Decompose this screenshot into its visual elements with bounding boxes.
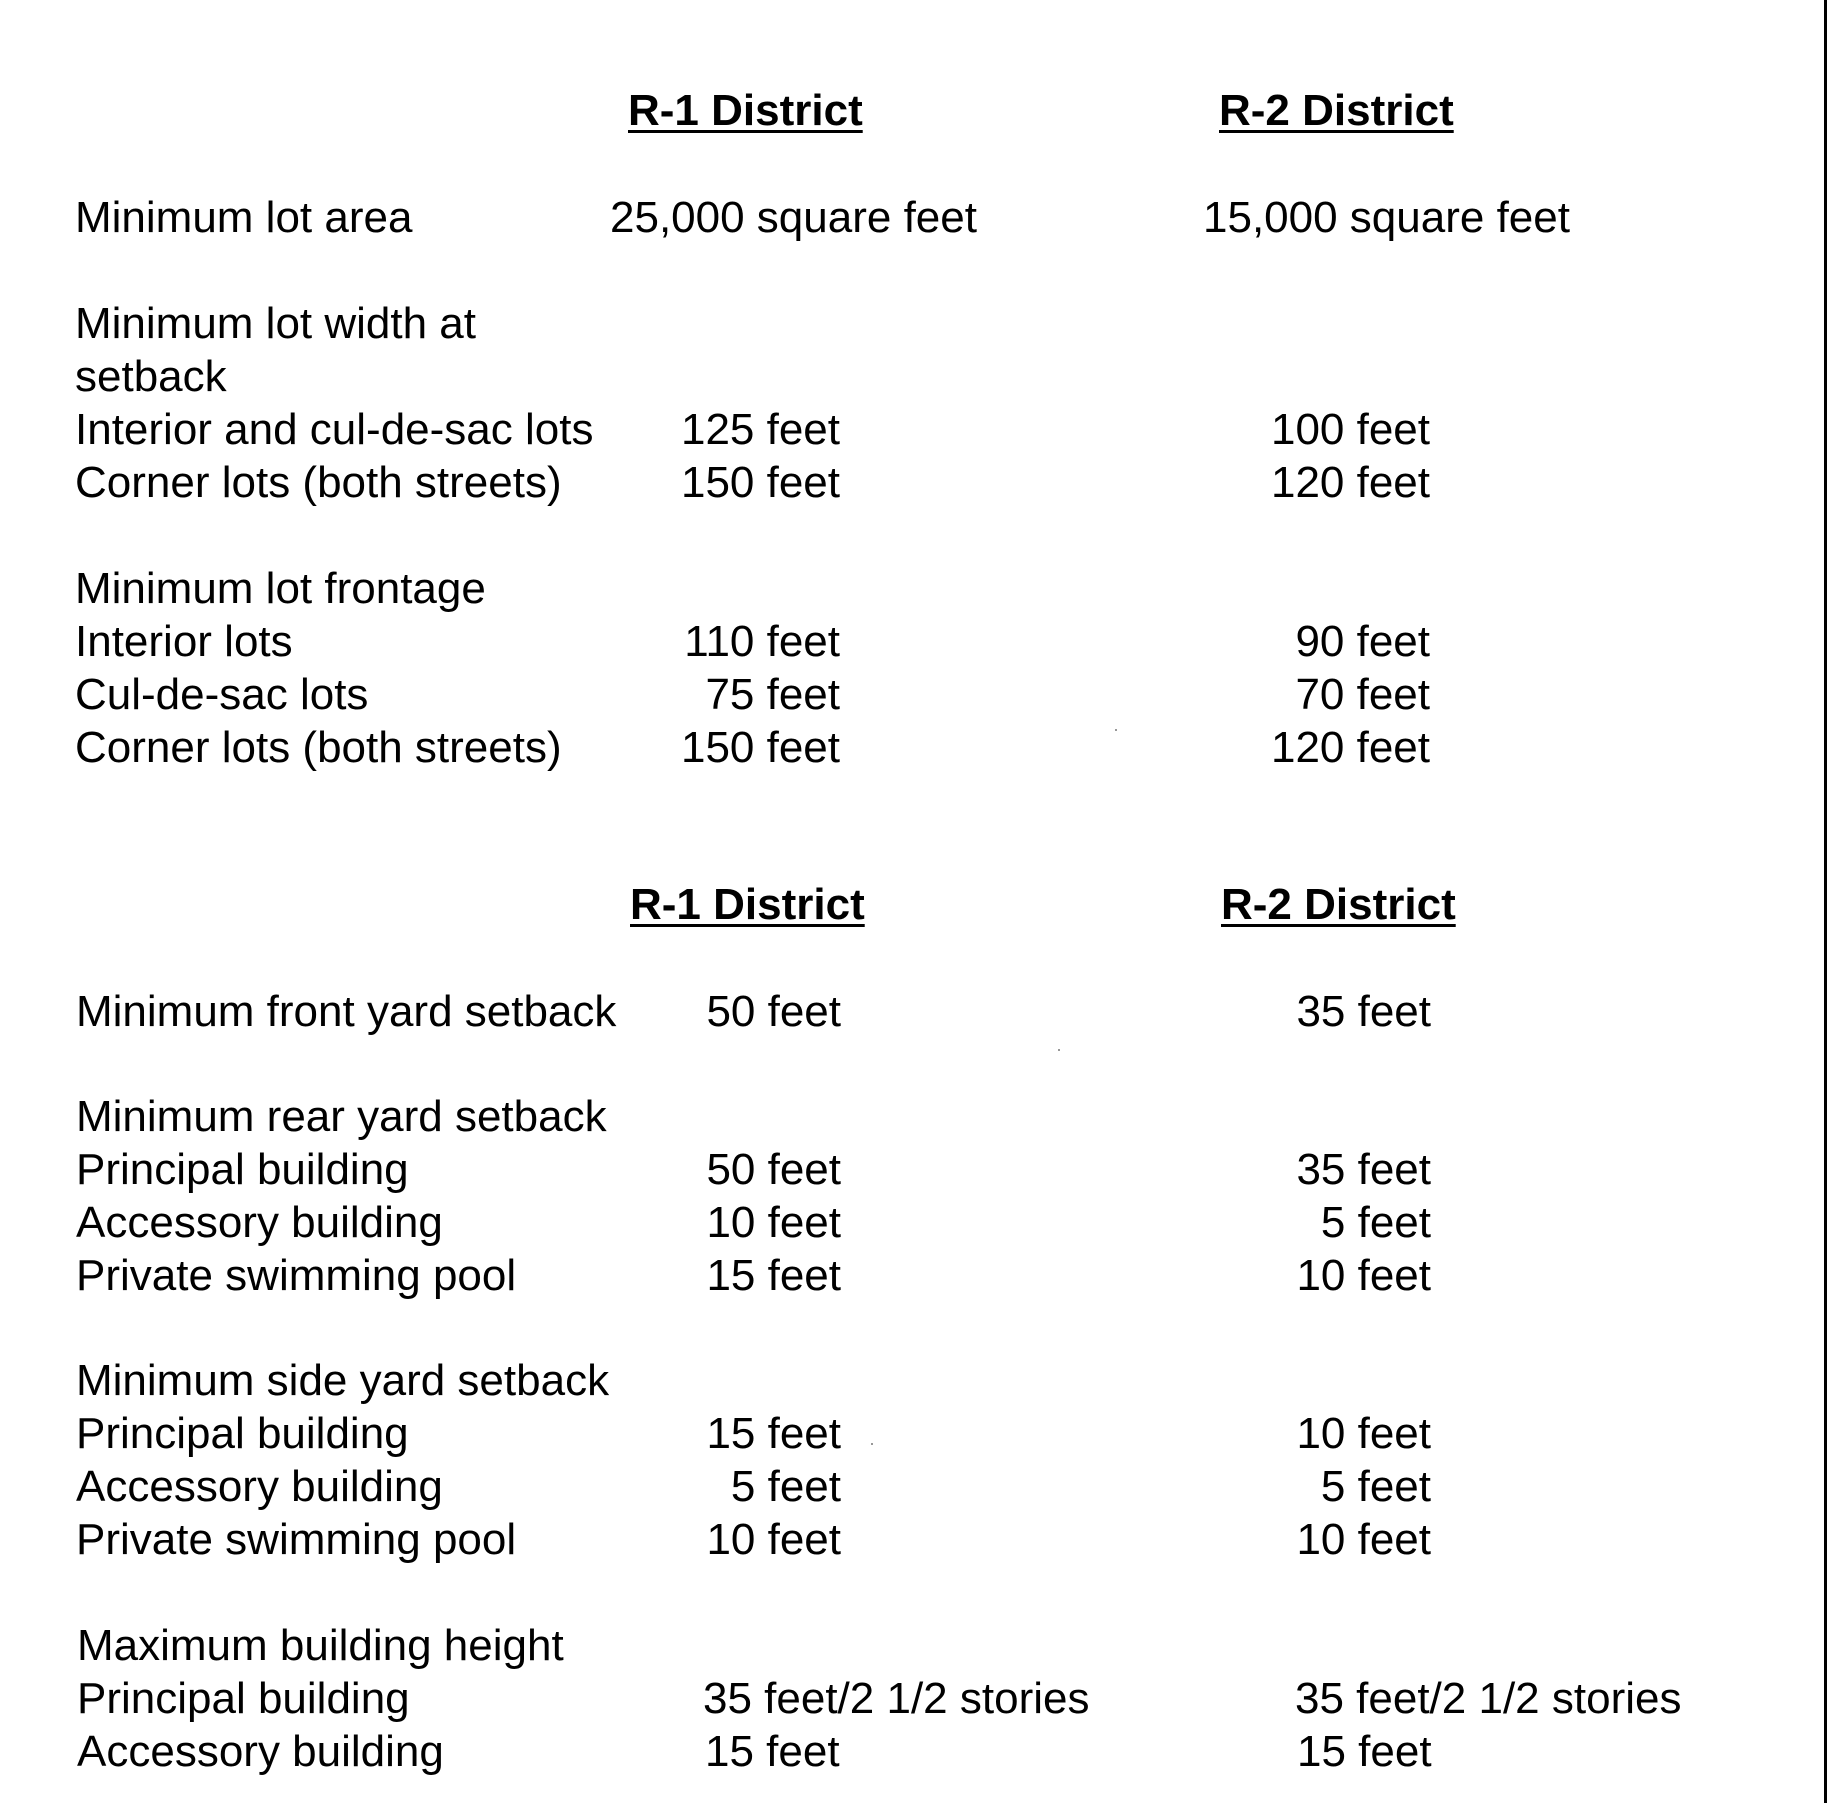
front-yard-r2: 35 feet: [1296, 987, 1431, 1036]
rear-accessory-r1: 10 feet: [706, 1198, 841, 1247]
lot-width-interior-r2: 100 feet: [1270, 405, 1430, 454]
side-pool-r1: 10 feet: [706, 1515, 841, 1564]
side-yard-heading: Minimum side yard setback: [76, 1356, 610, 1405]
height-principal-r1: 35 feet/2 1/2 stories: [703, 1674, 1090, 1723]
height-accessory-r1: 15 feet: [705, 1727, 840, 1776]
side-accessory-r2: 5 feet: [1320, 1462, 1431, 1511]
frontage-interior-label: Interior lots: [75, 617, 293, 666]
lot-width-interior-r1: 125 feet: [680, 405, 840, 454]
height-heading: Maximum building height: [77, 1621, 564, 1670]
rear-yard-heading: Minimum rear yard setback: [76, 1092, 607, 1141]
rear-principal-label: Principal building: [76, 1145, 409, 1194]
side-accessory-label: Accessory building: [76, 1462, 443, 1511]
height-accessory-r2: 15 feet: [1297, 1727, 1432, 1776]
rear-accessory-label: Accessory building: [76, 1198, 443, 1247]
frontage-culdesac-r1: 75 feet: [705, 670, 840, 719]
frontage-interior-r2: 90 feet: [1295, 617, 1430, 666]
rear-accessory-r2: 5 feet: [1320, 1198, 1431, 1247]
side-pool-r2: 10 feet: [1296, 1515, 1431, 1564]
min-lot-area-r1: 25,000 square feet: [610, 193, 977, 242]
scan-speck: [1058, 1049, 1060, 1051]
frontage-corner-r1: 150 feet: [680, 723, 840, 772]
lot-frontage-heading: Minimum lot frontage: [75, 564, 486, 613]
page-edge-rule: [1824, 0, 1827, 1803]
lot-width-corner-r2: 120 feet: [1270, 458, 1430, 507]
frontage-culdesac-label: Cul-de-sac lots: [75, 670, 369, 719]
side-principal-r2: 10 feet: [1296, 1409, 1431, 1458]
front-yard-r1: 50 feet: [706, 987, 841, 1036]
lot-width-interior-label: Interior and cul-de-sac lots: [75, 405, 594, 454]
frontage-interior-r1: 110 feet: [684, 617, 840, 666]
rear-pool-r2: 10 feet: [1296, 1251, 1431, 1300]
rear-principal-r2: 35 feet: [1296, 1145, 1431, 1194]
rear-pool-r1: 15 feet: [706, 1251, 841, 1300]
r2-district-header-2: R-2 District: [1221, 880, 1456, 929]
height-accessory-label: Accessory building: [77, 1727, 444, 1776]
side-pool-label: Private swimming pool: [76, 1515, 517, 1564]
lot-width-corner-r1: 150 feet: [680, 458, 840, 507]
min-lot-area-r2: 15,000 square feet: [1203, 193, 1570, 242]
side-principal-label: Principal building: [76, 1409, 409, 1458]
side-principal-r1: 15 feet: [706, 1409, 841, 1458]
frontage-corner-label: Corner lots (both streets): [75, 723, 562, 772]
front-yard-label: Minimum front yard setback: [76, 987, 617, 1036]
rear-principal-r1: 50 feet: [706, 1145, 841, 1194]
side-accessory-r1: 5 feet: [730, 1462, 841, 1511]
height-principal-r2: 35 feet/2 1/2 stories: [1295, 1674, 1682, 1723]
lot-width-heading-line1: Minimum lot width at: [75, 299, 477, 348]
frontage-culdesac-r2: 70 feet: [1295, 670, 1430, 719]
r1-district-header: R-1 District: [628, 86, 863, 135]
scan-speck: [871, 1443, 873, 1445]
lot-width-heading-line2: setback: [75, 352, 227, 401]
scan-speck: [1115, 729, 1117, 731]
r2-district-header: R-2 District: [1219, 86, 1454, 135]
min-lot-area-label: Minimum lot area: [75, 193, 413, 242]
frontage-corner-r2: 120 feet: [1270, 723, 1430, 772]
height-principal-label: Principal building: [77, 1674, 410, 1723]
r1-district-header-2: R-1 District: [630, 880, 865, 929]
rear-pool-label: Private swimming pool: [76, 1251, 517, 1300]
lot-width-corner-label: Corner lots (both streets): [75, 458, 562, 507]
